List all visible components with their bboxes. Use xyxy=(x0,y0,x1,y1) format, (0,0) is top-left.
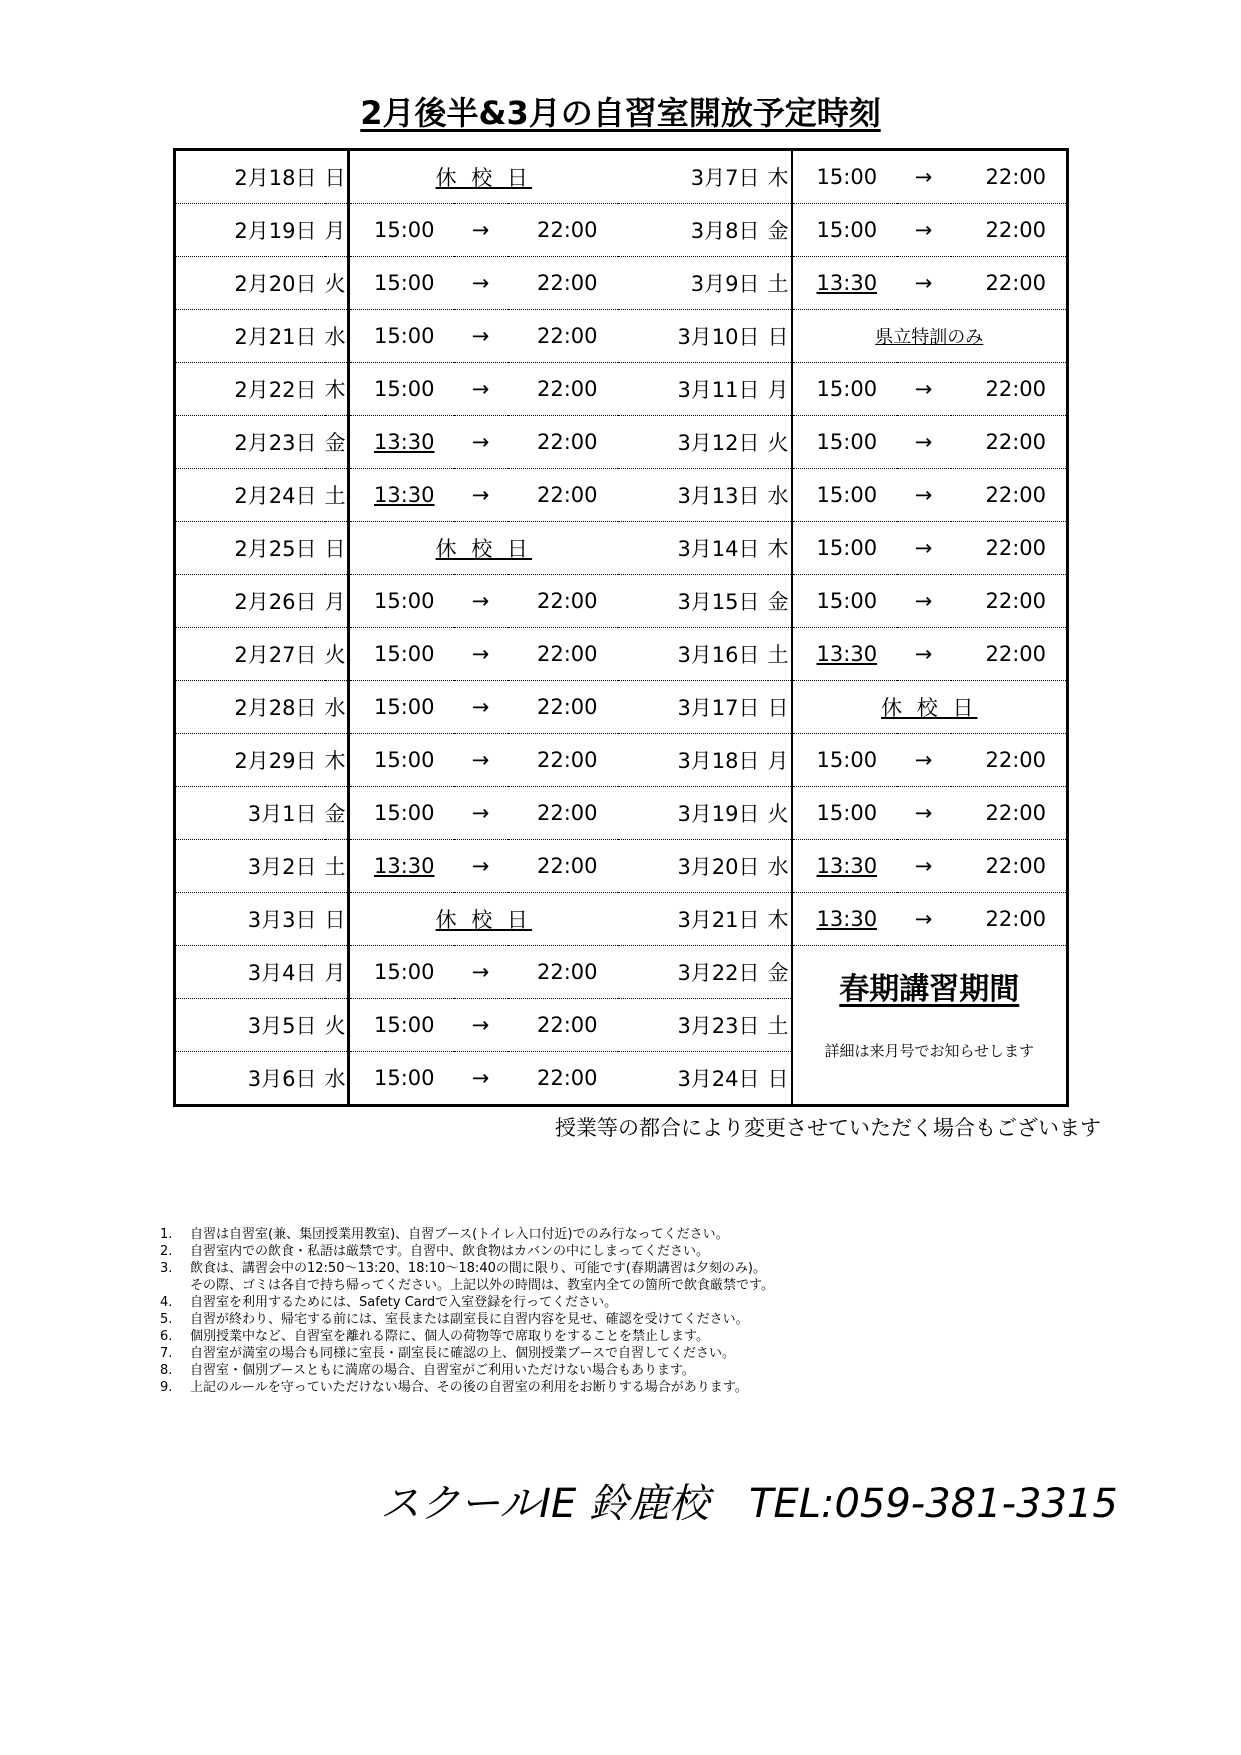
date-cell: 3月6日 xyxy=(247,1067,317,1091)
arrow-icon: → xyxy=(454,628,508,681)
end-time-cell: 22:00 xyxy=(951,150,1068,204)
schedule-row xyxy=(175,310,1068,363)
weekday-cell: 火 xyxy=(768,787,792,840)
spring-course-title: 春期講習期間 xyxy=(839,972,1020,1007)
start-time-cell xyxy=(792,204,897,257)
rule-number: 9. xyxy=(160,1380,173,1395)
start-time-cell xyxy=(792,787,897,840)
end-time-cell: 22:00 xyxy=(951,575,1068,628)
schedule-row xyxy=(175,575,1068,628)
rule-text: 飲食は、講習会中の12:50～13:20、18:10～18:40の間に限り、可能です(春期講習は夕刻のみ)。 xyxy=(190,1261,766,1276)
end-time-cell: 22:00 xyxy=(951,363,1068,416)
start-time: 15:00 xyxy=(816,165,878,189)
schedule-row xyxy=(175,522,1068,575)
end-time-cell: 22:00 xyxy=(508,363,618,416)
date-cell: 3月19日 xyxy=(618,787,768,840)
schedule-row xyxy=(175,946,1068,999)
rule-text: 自習は自習室(兼、集団授業用教室)、自習ブース(トイレ入口付近)でのみ行なってください。 xyxy=(190,1227,729,1242)
rule-number: 6. xyxy=(160,1329,173,1344)
arrow-icon: → xyxy=(897,416,951,469)
start-time: 13:30 xyxy=(816,642,878,666)
weekday-cell: 金 xyxy=(768,946,792,999)
end-time-cell: 22:00 xyxy=(951,787,1068,840)
rule-number: 1. xyxy=(160,1227,173,1242)
arrow-icon: → xyxy=(897,787,951,840)
weekday-cell: 火 xyxy=(325,628,349,681)
date-cell: 2月18日 xyxy=(175,150,325,204)
end-time-cell: 22:00 xyxy=(508,840,618,893)
date-cell: 3月13日 xyxy=(618,469,768,522)
start-time-cell xyxy=(349,946,454,999)
closed-day-cell xyxy=(349,893,618,946)
end-time-cell: 22:00 xyxy=(951,893,1068,946)
date-cell: 3月20日 xyxy=(618,840,768,893)
start-time: 15:00 xyxy=(374,271,435,295)
end-time-cell: 22:00 xyxy=(508,946,618,999)
weekday-cell: 火 xyxy=(325,999,349,1052)
end-time-cell: 22:00 xyxy=(508,310,618,363)
schedule-row xyxy=(175,150,1068,204)
rule-text: 上記のルールを守っていただけない場合、その後の自習室の利用をお断りする場合があります。 xyxy=(190,1380,748,1395)
start-time-cell xyxy=(792,363,897,416)
start-time: 15:00 xyxy=(816,801,878,825)
end-time-cell: 22:00 xyxy=(951,469,1068,522)
weekday-cell: 月 xyxy=(768,363,792,416)
weekday-cell: 土 xyxy=(768,628,792,681)
rule-item xyxy=(160,1379,774,1396)
start-time-cell xyxy=(792,893,897,946)
start-time: 15:00 xyxy=(374,1066,435,1090)
rule-item xyxy=(160,1345,774,1362)
arrow-icon: → xyxy=(897,575,951,628)
rule-item xyxy=(160,1311,774,1328)
start-time-cell xyxy=(349,257,454,310)
start-time: 15:00 xyxy=(374,642,435,666)
rule-text: 自習が終わり、帰宅する前には、室長または副室長に自習内容を見せ、確認を受けてください。 xyxy=(190,1312,749,1327)
start-time-cell xyxy=(349,204,454,257)
closed-day-label: 休 校 日 xyxy=(881,696,978,720)
schedule-row xyxy=(175,257,1068,310)
arrow-icon: → xyxy=(454,257,508,310)
closed-day-label: 県立特訓のみ xyxy=(875,327,984,348)
arrow-icon: → xyxy=(897,734,951,787)
start-time: 13:30 xyxy=(816,271,878,295)
rule-text: その際、ゴミは各自で持ち帰ってください。上記以外の時間は、教室内全ての箇所で飲食厳禁です。 xyxy=(190,1278,774,1293)
weekday-cell: 日 xyxy=(768,681,792,734)
arrow-icon: → xyxy=(897,150,951,204)
date-cell: 3月11日 xyxy=(618,363,768,416)
spring-course-note: 詳細は来月号でお知らせします xyxy=(824,1042,1035,1060)
date-cell: 3月4日 xyxy=(175,946,325,999)
date-cell: 3月1日 xyxy=(175,787,325,840)
weekday-cell: 土 xyxy=(768,999,792,1052)
start-time: 15:00 xyxy=(816,589,878,613)
end-time-cell: 22:00 xyxy=(951,522,1068,575)
end-time-cell: 22:00 xyxy=(951,734,1068,787)
start-time: 15:00 xyxy=(374,218,435,242)
date-cell: 3月7日 xyxy=(618,150,768,204)
rule-number: 3. xyxy=(160,1261,173,1276)
schedule-table xyxy=(173,148,1069,1107)
weekday-cell: 水 xyxy=(768,840,792,893)
date-cell: 3月22日 xyxy=(618,946,768,999)
weekday-cell: 木 xyxy=(768,522,792,575)
weekday-cell: 木 xyxy=(768,150,792,204)
weekday-cell: 土 xyxy=(325,469,349,522)
start-time-cell xyxy=(792,575,897,628)
end-time-cell: 22:00 xyxy=(951,628,1068,681)
date-cell: 2月20日 xyxy=(175,257,325,310)
date-cell: 3月21日 xyxy=(618,893,768,946)
rule-number: 8. xyxy=(160,1363,173,1378)
closed-day-cell xyxy=(792,310,1068,363)
weekday-cell: 土 xyxy=(768,257,792,310)
rule-text: 自習室内での飲食・私語は厳禁です。自習中、飲食物はカバンの中にしまってください。 xyxy=(190,1244,709,1259)
start-time-cell xyxy=(349,363,454,416)
spring-course-cell xyxy=(792,946,1068,1106)
start-time: 15:00 xyxy=(816,377,878,401)
weekday-cell: 月 xyxy=(325,204,349,257)
date-cell: 2月24日 xyxy=(175,469,325,522)
start-time: 13:30 xyxy=(374,854,435,878)
date-cell: 2月28日 xyxy=(175,681,325,734)
schedule-row xyxy=(175,204,1068,257)
weekday-cell: 金 xyxy=(325,416,349,469)
start-time-cell xyxy=(349,575,454,628)
rule-text: 自習室が満室の場合も同様に室長・副室長に確認の上、個別授業ブースで自習してください。 xyxy=(190,1346,735,1361)
weekday-cell: 月 xyxy=(325,946,349,999)
date-cell: 3月16日 xyxy=(618,628,768,681)
rule-text: 自習室を利用するためには、Safety Cardで入室登録を行ってください。 xyxy=(190,1295,618,1310)
weekday-cell: 水 xyxy=(325,310,349,363)
start-time-cell xyxy=(349,628,454,681)
date-cell: 3月9日 xyxy=(618,257,768,310)
arrow-icon: → xyxy=(454,469,508,522)
rule-item xyxy=(160,1277,774,1294)
rule-number: 2. xyxy=(160,1244,173,1259)
end-time-cell: 22:00 xyxy=(951,416,1068,469)
end-time-cell: 22:00 xyxy=(508,575,618,628)
start-time: 15:00 xyxy=(374,324,435,348)
start-time-cell xyxy=(349,416,454,469)
closed-day-cell xyxy=(349,150,618,204)
arrow-icon: → xyxy=(454,681,508,734)
start-time: 15:00 xyxy=(816,748,878,772)
weekday-cell: 日 xyxy=(768,310,792,363)
arrow-icon: → xyxy=(471,1066,490,1090)
rules-list xyxy=(160,1226,774,1396)
date-cell: 3月17日 xyxy=(618,681,768,734)
rule-number: 4. xyxy=(160,1295,173,1310)
arrow-icon: → xyxy=(897,893,951,946)
closed-day-label: 休 校 日 xyxy=(435,537,532,561)
start-time-cell xyxy=(792,840,897,893)
schedule-row xyxy=(175,628,1068,681)
rule-item xyxy=(160,1243,774,1260)
arrow-icon: → xyxy=(897,522,951,575)
weekday-cell: 月 xyxy=(768,734,792,787)
weekday-cell: 土 xyxy=(325,840,349,893)
start-time: 15:00 xyxy=(374,748,435,772)
end-time-cell: 22:00 xyxy=(951,257,1068,310)
weekday-cell: 水 xyxy=(325,1052,349,1106)
end-time-cell: 22:00 xyxy=(951,840,1068,893)
rule-text: 自習室・個別ブースともに満席の場合、自習室がご利用いただけない場合もあります。 xyxy=(190,1363,695,1378)
date-cell: 2月23日 xyxy=(175,416,325,469)
start-time-cell xyxy=(349,999,454,1052)
weekday-cell: 火 xyxy=(325,257,349,310)
rule-item xyxy=(160,1260,774,1277)
date-cell: 3月23日 xyxy=(618,999,768,1052)
start-time-cell xyxy=(349,787,454,840)
start-time-cell xyxy=(792,469,897,522)
date-cell: 3月14日 xyxy=(618,522,768,575)
schedule-row xyxy=(175,787,1068,840)
weekday-cell: 金 xyxy=(768,575,792,628)
start-time: 15:00 xyxy=(374,1013,435,1037)
start-time: 13:30 xyxy=(374,430,435,454)
end-time-cell: 22:00 xyxy=(508,787,618,840)
start-time-cell xyxy=(792,522,897,575)
rule-item xyxy=(160,1328,774,1345)
school-contact: スクールIE 鈴鹿校 TEL:059-381-3315 xyxy=(380,1481,1118,1527)
start-time-cell xyxy=(349,734,454,787)
weekday-cell: 木 xyxy=(325,734,349,787)
date-cell: 3月12日 xyxy=(618,416,768,469)
arrow-icon: → xyxy=(454,363,508,416)
start-time-cell xyxy=(792,257,897,310)
weekday-cell: 火 xyxy=(768,416,792,469)
schedule-row xyxy=(175,734,1068,787)
arrow-icon: → xyxy=(454,575,508,628)
start-time: 13:30 xyxy=(816,854,878,878)
start-time: 13:30 xyxy=(816,907,878,931)
start-time-cell xyxy=(349,840,454,893)
rule-item xyxy=(160,1226,774,1243)
start-time-cell xyxy=(792,734,897,787)
weekday-cell: 日 xyxy=(325,522,349,575)
schedule-row xyxy=(175,840,1068,893)
date-cell: 3月24日 xyxy=(677,1067,760,1091)
arrow-icon: → xyxy=(897,469,951,522)
start-time-cell xyxy=(349,681,454,734)
date-cell: 2月26日 xyxy=(175,575,325,628)
schedule-row xyxy=(175,363,1068,416)
end-time-cell: 22:00 xyxy=(508,681,618,734)
start-time-cell xyxy=(792,416,897,469)
start-time: 15:00 xyxy=(816,218,878,242)
end-time-cell: 22:00 xyxy=(508,628,618,681)
closed-day-cell xyxy=(349,522,618,575)
weekday-cell: 日 xyxy=(768,1052,792,1106)
end-time-cell: 22:00 xyxy=(951,204,1068,257)
arrow-icon: → xyxy=(454,734,508,787)
end-time-cell: 22:00 xyxy=(508,257,618,310)
date-cell: 2月19日 xyxy=(175,204,325,257)
start-time-cell xyxy=(792,150,897,204)
start-time: 15:00 xyxy=(816,483,878,507)
weekday-cell: 金 xyxy=(325,787,349,840)
weekday-cell: 水 xyxy=(768,469,792,522)
date-cell: 2月25日 xyxy=(175,522,325,575)
start-time-cell xyxy=(792,628,897,681)
start-time: 15:00 xyxy=(374,377,435,401)
end-time-cell: 22:00 xyxy=(508,469,618,522)
start-time: 13:30 xyxy=(374,483,435,507)
rule-text: 個別授業中など、自習室を離れる際に、個人の荷物等で席取りをすることを禁止します。 xyxy=(190,1329,709,1344)
end-time-cell: 22:00 xyxy=(508,416,618,469)
schedule-row xyxy=(175,416,1068,469)
end-time-cell: 22:00 xyxy=(508,734,618,787)
date-cell: 3月3日 xyxy=(175,893,325,946)
closed-day-cell xyxy=(792,681,1068,734)
weekday-cell: 金 xyxy=(768,204,792,257)
date-cell: 2月27日 xyxy=(175,628,325,681)
date-cell: 3月5日 xyxy=(175,999,325,1052)
start-time: 15:00 xyxy=(374,960,435,984)
arrow-icon: → xyxy=(897,628,951,681)
closed-day-label: 休 校 日 xyxy=(435,908,532,932)
weekday-cell: 日 xyxy=(325,150,349,204)
date-cell: 3月8日 xyxy=(618,204,768,257)
rule-item xyxy=(160,1294,774,1311)
start-time: 15:00 xyxy=(816,536,878,560)
closed-day-label: 休 校 日 xyxy=(435,166,532,190)
schedule-row xyxy=(175,893,1068,946)
rule-number: 7. xyxy=(160,1346,173,1361)
schedule-row xyxy=(175,681,1068,734)
start-time: 15:00 xyxy=(816,430,878,454)
arrow-icon: → xyxy=(897,204,951,257)
rule-number: 5. xyxy=(160,1312,173,1327)
rule-item xyxy=(160,1362,774,1379)
arrow-icon: → xyxy=(897,840,951,893)
date-cell: 3月15日 xyxy=(618,575,768,628)
end-time-cell: 22:00 xyxy=(508,999,618,1052)
weekday-cell: 木 xyxy=(768,893,792,946)
arrow-icon: → xyxy=(454,946,508,999)
date-cell: 3月18日 xyxy=(618,734,768,787)
start-time-cell xyxy=(349,310,454,363)
end-time-cell: 22:00 xyxy=(508,204,618,257)
weekday-cell: 日 xyxy=(325,893,349,946)
arrow-icon: → xyxy=(454,840,508,893)
arrow-icon: → xyxy=(454,204,508,257)
start-time: 15:00 xyxy=(374,589,435,613)
end-time-cell: 22:00 xyxy=(537,1066,598,1090)
start-time: 15:00 xyxy=(374,801,435,825)
arrow-icon: → xyxy=(454,999,508,1052)
date-cell: 3月10日 xyxy=(618,310,768,363)
page-title: 2月後半&3月の自習室開放予定時刻 xyxy=(360,94,881,132)
arrow-icon: → xyxy=(897,257,951,310)
date-cell: 2月29日 xyxy=(175,734,325,787)
start-time-cell xyxy=(349,1052,454,1106)
schedule-row xyxy=(175,469,1068,522)
weekday-cell: 月 xyxy=(325,575,349,628)
arrow-icon: → xyxy=(897,363,951,416)
date-cell: 2月22日 xyxy=(175,363,325,416)
arrow-icon: → xyxy=(454,787,508,840)
start-time-cell xyxy=(349,469,454,522)
start-time: 15:00 xyxy=(374,695,435,719)
date-cell: 2月21日 xyxy=(175,310,325,363)
date-cell: 3月2日 xyxy=(175,840,325,893)
arrow-icon: → xyxy=(454,416,508,469)
change-notice: 授業等の都合により変更させていただく場合もございます xyxy=(555,1116,1101,1140)
arrow-icon: → xyxy=(454,310,508,363)
weekday-cell: 水 xyxy=(325,681,349,734)
weekday-cell: 木 xyxy=(325,363,349,416)
